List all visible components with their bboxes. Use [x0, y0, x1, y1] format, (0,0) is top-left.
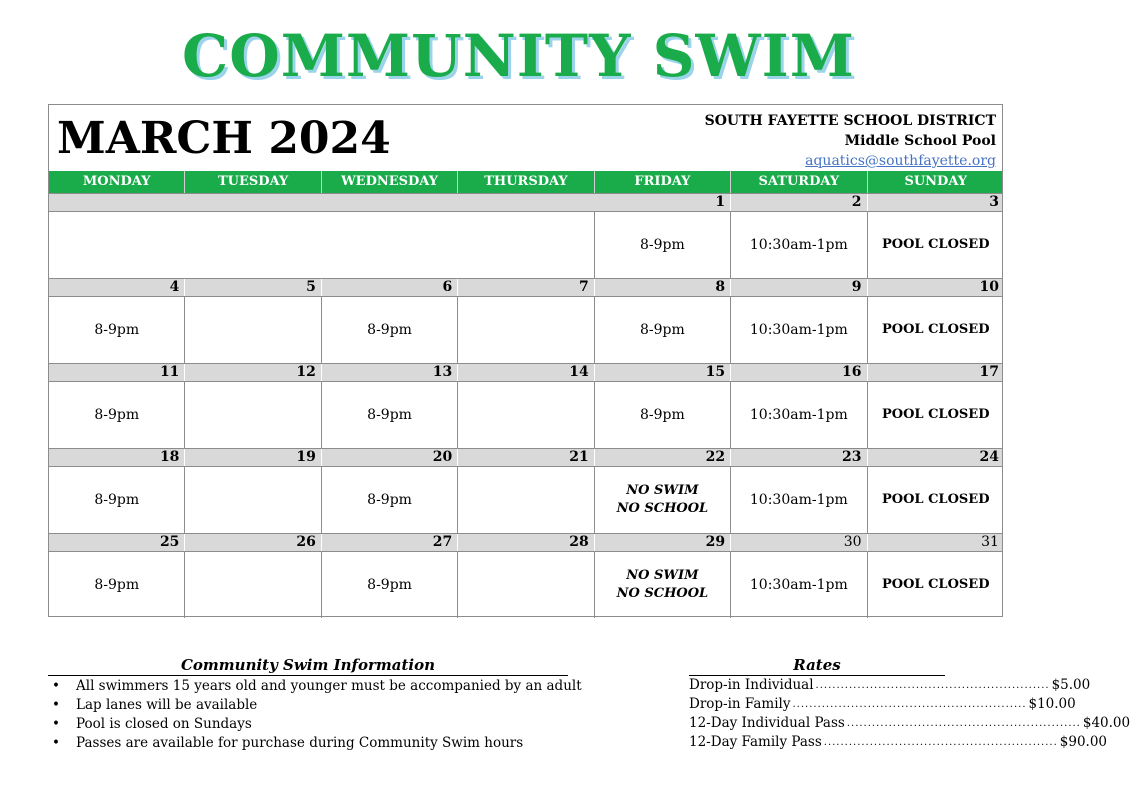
date-number: 27 — [322, 534, 458, 551]
day-cell — [458, 552, 594, 618]
day-cell — [731, 297, 867, 363]
day-cell — [868, 467, 1004, 533]
weekday-tuesday: TUESDAY — [185, 171, 321, 193]
date-number: 11 — [49, 364, 185, 381]
day-schedule: POOL CLOSED — [882, 407, 990, 422]
day-cell — [49, 552, 185, 618]
calendar-header — [49, 105, 1002, 171]
day-cell — [185, 212, 321, 278]
day-cell — [322, 212, 458, 278]
day-cell — [185, 552, 321, 618]
date-number: 28 — [458, 534, 594, 551]
rates-title: Rates — [689, 655, 945, 676]
day-cell — [458, 467, 594, 533]
date-number: 10 — [979, 279, 999, 295]
rate-label: Drop-in Family — [689, 696, 791, 712]
weekday-header-row — [49, 171, 1002, 193]
date-number-row — [49, 533, 1002, 552]
rate-label: 12-Day Individual Pass — [689, 715, 845, 731]
day-cell — [731, 212, 867, 278]
day-cell — [49, 212, 185, 278]
list-item: • All swimmers 15 years old and younger must be accompanied by an adult — [48, 677, 588, 696]
calendar-week — [49, 533, 1002, 618]
date-number: 29 — [595, 534, 731, 551]
date-number: 18 — [49, 449, 185, 466]
rate-leader: ........................................................ — [846, 718, 1081, 729]
date-number: 23 — [731, 449, 867, 466]
rate-leader: ........................................................ — [792, 699, 1027, 710]
day-schedule: 10:30am-1pm — [749, 577, 848, 593]
date-number: 12 — [185, 364, 321, 381]
date-number: 1 — [595, 194, 731, 211]
date-number: 25 — [49, 534, 185, 551]
rates-section — [689, 655, 1130, 752]
date-number: 5 — [185, 279, 321, 296]
day-schedule: 10:30am-1pm — [749, 237, 848, 253]
date-number — [49, 194, 185, 211]
day-schedule: POOL CLOSED — [882, 492, 990, 507]
date-number: 22 — [595, 449, 731, 466]
date-number-row — [49, 363, 1002, 382]
schedule-row — [49, 382, 1002, 448]
day-cell — [595, 552, 731, 618]
day-cell — [595, 382, 731, 448]
date-number — [185, 194, 321, 211]
day-schedule: 8-9pm — [640, 407, 685, 423]
date-number: 19 — [185, 449, 321, 466]
day-cell — [185, 297, 321, 363]
weekday-thursday: THURSDAY — [458, 171, 594, 193]
date-number — [458, 194, 594, 211]
date-number: 26 — [185, 534, 321, 551]
list-item: • Pool is closed on Sundays — [48, 715, 588, 734]
day-schedule: 8-9pm — [367, 322, 412, 338]
day-cell — [322, 552, 458, 618]
day-schedule: 8-9pm — [94, 577, 140, 593]
email-link[interactable]: aquatics@southfayette.org — [805, 153, 996, 169]
weekday-monday: MONDAY — [49, 171, 185, 193]
rate-label: 12-Day Family Pass — [689, 734, 822, 750]
schedule-row — [49, 212, 1002, 278]
day-schedule: POOL CLOSED — [882, 322, 990, 337]
day-cell — [868, 297, 1004, 363]
calendar-week — [49, 363, 1002, 448]
swim-info-title: Community Swim Information — [48, 655, 568, 676]
date-number: 20 — [322, 449, 458, 466]
date-number: 30 — [731, 534, 867, 551]
date-number: 3 — [989, 194, 999, 210]
day-cell — [185, 382, 321, 448]
day-schedule: 10:30am-1pm — [749, 407, 848, 423]
calendar-week — [49, 278, 1002, 363]
calendar-week — [49, 448, 1002, 533]
date-number: 21 — [458, 449, 594, 466]
rate-leader: ........................................................ — [815, 680, 1050, 691]
day-cell — [322, 297, 458, 363]
district-info — [705, 111, 996, 171]
rate-row — [689, 676, 1091, 695]
swim-info-list — [48, 677, 588, 753]
day-cell — [49, 467, 185, 533]
day-cell — [458, 297, 594, 363]
date-number: 8 — [595, 279, 731, 296]
day-schedule: 8-9pm — [367, 407, 412, 423]
day-cell — [868, 212, 1004, 278]
pool-name: Middle School Pool — [844, 133, 996, 149]
day-cell — [731, 382, 867, 448]
day-cell — [322, 467, 458, 533]
date-number: 16 — [731, 364, 867, 381]
date-number — [322, 194, 458, 211]
rate-label: Drop-in Individual — [689, 677, 814, 693]
calendar-week — [49, 193, 1002, 278]
day-schedule: 8-9pm — [94, 322, 140, 338]
day-schedule: 10:30am-1pm — [749, 322, 848, 338]
day-schedule: 8-9pm — [94, 492, 140, 508]
date-number: 14 — [458, 364, 594, 381]
rate-price: $5.00 — [1051, 677, 1091, 693]
day-cell — [731, 467, 867, 533]
schedule-row — [49, 552, 1002, 618]
date-number: 4 — [49, 279, 185, 296]
schedule-row — [49, 467, 1002, 533]
day-schedule: 8-9pm — [94, 407, 140, 423]
list-item: • Lap lanes will be available — [48, 696, 588, 715]
day-schedule: 8-9pm — [367, 492, 412, 508]
weekday-sunday: SUNDAY — [904, 174, 968, 189]
rate-row — [689, 695, 1076, 714]
date-number-row — [49, 193, 1002, 212]
rate-price: $40.00 — [1082, 715, 1130, 731]
date-number: 13 — [322, 364, 458, 381]
date-number-row — [49, 278, 1002, 297]
day-schedule: POOL CLOSED — [882, 237, 990, 252]
day-schedule: NO SWIM NO SCHOOL — [616, 568, 709, 601]
day-cell — [458, 382, 594, 448]
list-item: • Passes are available for purchase during Community Swim hours — [48, 734, 588, 753]
day-cell — [322, 382, 458, 448]
day-cell — [868, 552, 1004, 618]
rate-leader: ........................................................ — [823, 737, 1058, 748]
date-number-row — [49, 448, 1002, 467]
month-title: MARCH 2024 — [57, 113, 391, 164]
rate-price: $90.00 — [1059, 734, 1108, 750]
day-schedule: NO SWIM NO SCHOOL — [616, 483, 709, 516]
day-cell — [49, 297, 185, 363]
date-number: 15 — [595, 364, 731, 381]
date-number: 9 — [731, 279, 867, 296]
date-number: 6 — [322, 279, 458, 296]
day-cell — [595, 467, 731, 533]
day-cell — [868, 382, 1004, 448]
date-number: 31 — [981, 534, 999, 550]
rate-row — [689, 733, 1108, 752]
calendar-weeks — [49, 193, 1002, 618]
day-cell — [458, 212, 594, 278]
day-cell — [595, 297, 731, 363]
date-number: 24 — [979, 449, 999, 465]
day-cell — [49, 382, 185, 448]
weekday-friday: FRIDAY — [595, 171, 731, 193]
district-name: SOUTH FAYETTE SCHOOL DISTRICT — [704, 113, 996, 129]
calendar — [48, 104, 1003, 617]
page-title: COMMUNITY SWIM — [182, 22, 855, 90]
weekday-wednesday: WEDNESDAY — [322, 171, 458, 193]
day-schedule: 8-9pm — [640, 237, 685, 253]
date-number: 7 — [458, 279, 594, 296]
rate-row — [689, 714, 1130, 733]
day-cell — [185, 467, 321, 533]
date-number: 17 — [979, 364, 999, 380]
date-number: 2 — [731, 194, 867, 211]
day-schedule: POOL CLOSED — [882, 577, 990, 592]
day-schedule: 8-9pm — [367, 577, 412, 593]
day-cell — [731, 552, 867, 618]
rate-price: $10.00 — [1028, 696, 1076, 712]
weekday-saturday: SATURDAY — [731, 171, 867, 193]
day-schedule: 8-9pm — [640, 322, 685, 338]
day-cell — [595, 212, 731, 278]
swim-info-section — [48, 655, 588, 753]
schedule-row — [49, 297, 1002, 363]
day-schedule: 10:30am-1pm — [749, 492, 848, 508]
